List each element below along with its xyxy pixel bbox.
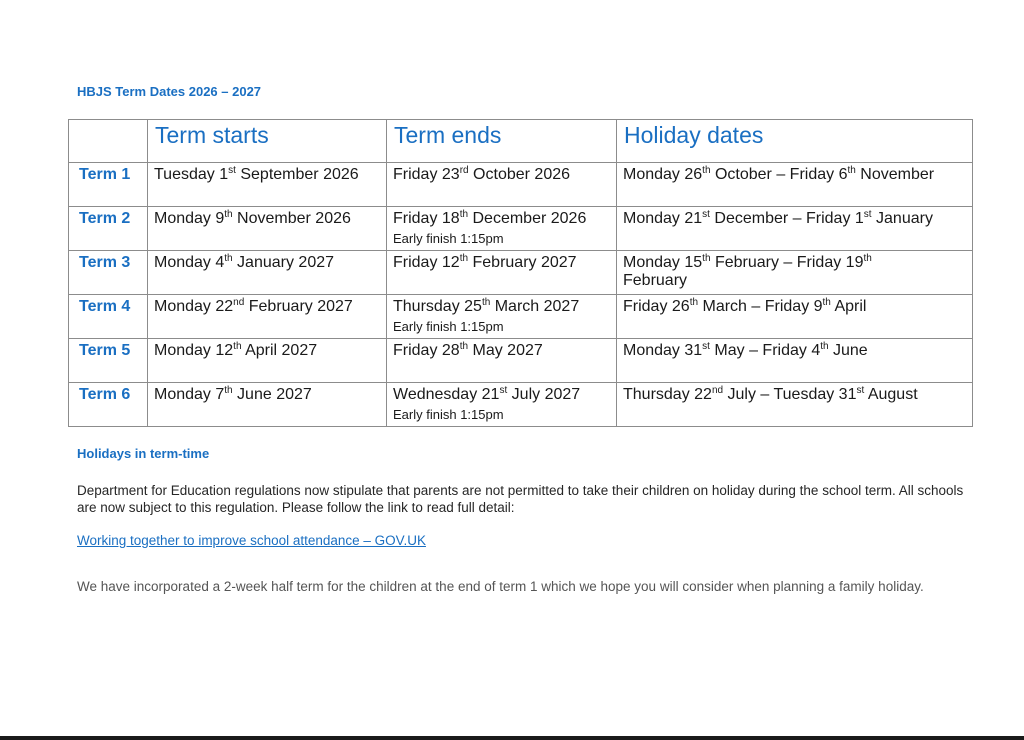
term-start-cell [148,163,387,207]
holiday-text: May – Friday 4 [709,342,821,359]
table-row [69,207,973,251]
table-row [69,163,973,207]
end-date-suffix: th [459,253,469,264]
holiday-text: October – Friday 6 [710,166,848,183]
holiday-dates-cell [617,251,973,295]
term-label: Term 1 [69,163,148,207]
end-date-suffix: th [459,209,469,220]
holiday-text: March – Friday 9 [698,298,823,315]
term-start-cell [148,339,387,383]
holiday-dates-cell [617,163,973,207]
end-date-text: Thursday 25 [393,298,482,315]
term-end-cell [387,163,617,207]
holiday-dates-cell [617,339,973,383]
holiday-text: Monday 15 [623,254,703,271]
holiday-text: December – Friday 1 [709,210,864,227]
term-end-cell [387,251,617,295]
start-date-suffix: th [224,209,233,220]
end-date-text: Friday 28 [393,342,460,359]
term-label: Term 4 [69,295,148,339]
start-date-text: Monday 12 [154,342,234,359]
half-term-note: We have incorporated a 2-week half term for the children at the end of term 1 which we hope you will consider when planning a family holiday. [77,579,924,594]
holiday-text: January [871,210,933,227]
holiday-text: August [864,386,918,403]
start-date-text: November 2026 [232,210,351,227]
end-date-suffix: th [481,297,491,308]
term-start-cell [148,383,387,427]
table-row [69,339,973,383]
start-date-text: Monday 4 [154,254,225,271]
table-row [69,383,973,427]
end-date-text: December 2026 [468,210,587,227]
end-date-text: Friday 23 [393,166,460,183]
holiday-text: November [855,166,935,183]
start-date-text: Monday 22 [154,298,234,315]
holiday-text: April [830,298,867,315]
holiday-text: Thursday 22 [623,386,712,403]
holiday-suffix: th [863,253,872,264]
early-finish-note: Early finish 1:15pm [393,319,504,334]
term-start-cell [148,295,387,339]
holiday-text: July – Tuesday 31 [723,386,857,403]
holiday-text: June [828,342,868,359]
end-date-text: March 2027 [490,298,580,315]
start-date-suffix: nd [233,297,245,308]
bottom-bar [0,736,1024,740]
start-date-suffix: st [228,165,236,176]
term-end-cell [387,383,617,427]
start-date-suffix: th [233,341,242,352]
regulation-paragraph: Department for Education regulations now stipulate that parents are not permitted to take their children on holiday during the school term. All schools are now subject to this regulation. Please follow the link to read full detail: [77,483,964,515]
table-row [69,295,973,339]
term-end-cell [387,295,617,339]
term-dates-table [68,119,973,427]
holiday-suffix: st [863,209,872,220]
holiday-suffix: th [689,297,699,308]
term-start-cell [148,251,387,295]
term-label: Term 6 [69,383,148,427]
holiday-text: February – Friday 19 [710,254,864,271]
end-date-text: Friday 18 [393,210,460,227]
term-label: Term 5 [69,339,148,383]
header-blank [69,120,148,163]
holiday-suffix: st [702,341,710,352]
end-date-suffix: st [499,385,508,396]
start-date-suffix: th [224,253,233,264]
start-date-text: Monday 9 [154,210,225,227]
start-date-suffix: th [224,385,233,396]
header-term-ends: Term ends [387,120,617,163]
holiday-suffix: th [822,297,831,308]
end-date-suffix: th [459,341,469,352]
holidays-heading: Holidays in term-time [77,446,210,461]
start-date-text: September 2026 [235,166,359,183]
end-date-suffix: rd [459,165,469,176]
holiday-suffix: th [847,165,856,176]
end-date-text: Friday 12 [393,254,460,271]
table-row [69,251,973,295]
start-date-text: January 2027 [232,254,335,271]
start-date-text: February 2027 [244,298,353,315]
page-title: HBJS Term Dates 2026 – 2027 [77,84,262,99]
term-label: Term 3 [69,251,148,295]
early-finish-note: Early finish 1:15pm [393,407,504,422]
holiday-text: Monday 31 [623,342,703,359]
start-date-text: June 2027 [232,386,312,403]
holiday-text: Monday 21 [623,210,703,227]
holiday-dates-cell [617,383,973,427]
start-date-text: April 2027 [241,342,318,359]
holiday-dates-cell [617,295,973,339]
term-end-cell [387,207,617,251]
gov-uk-link[interactable]: Working together to improve school attendance – GOV.UK [77,533,426,548]
holiday-suffix: st [702,209,710,220]
header-holiday-dates: Holiday dates [617,120,973,163]
holiday-suffix: st [856,385,865,396]
holiday-dates-cell [617,207,973,251]
holiday-suffix: th [820,341,829,352]
holiday-text: Monday 26 [623,166,703,183]
start-date-text: Tuesday 1 [154,166,229,183]
holiday-text: Friday 26 [623,298,690,315]
header-term-starts: Term starts [148,120,387,163]
holiday-text-wrap: February [623,272,688,289]
start-date-text: Monday 7 [154,386,225,403]
end-date-text: May 2027 [468,342,543,359]
holiday-suffix: th [702,165,711,176]
term-label: Term 2 [69,207,148,251]
term-start-cell [148,207,387,251]
term-end-cell [387,339,617,383]
end-date-text: July 2027 [507,386,581,403]
holiday-suffix: th [702,253,711,264]
early-finish-note: Early finish 1:15pm [393,231,504,246]
end-date-text: Wednesday 21 [393,386,500,403]
holiday-suffix: nd [711,385,724,396]
end-date-text: October 2026 [468,166,571,183]
table-header-row [69,120,973,163]
end-date-text: February 2027 [468,254,577,271]
